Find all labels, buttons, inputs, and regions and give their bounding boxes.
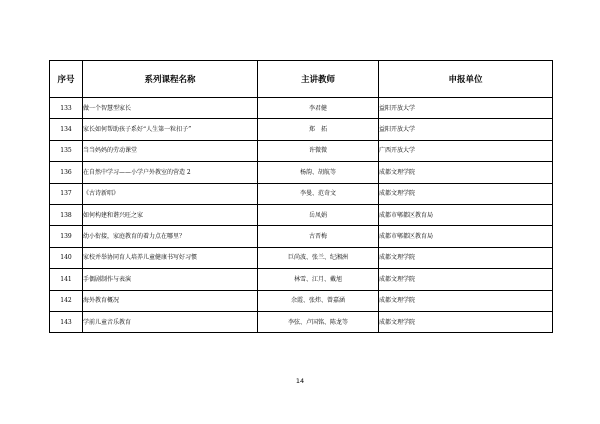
header-serial-number: 序号	[50, 61, 83, 98]
table-row	[50, 204, 553, 225]
row-applicant-unit: 广西开放大学	[379, 140, 553, 161]
table-row	[50, 183, 553, 204]
table-row	[50, 311, 553, 332]
row-course-name: 海外教育概况	[83, 290, 258, 311]
row-applicant-unit: 益阳开放大学	[379, 119, 553, 140]
table-row	[50, 290, 553, 311]
row-teacher: 李弦、卢国铭、陈龙等	[258, 311, 379, 332]
row-course-name: 做一个智慧型家长	[83, 98, 258, 119]
row-applicant-unit: 成都市郫都区教育局	[379, 204, 553, 225]
row-serial-number: 135	[50, 140, 83, 161]
row-course-name: 家长如何帮助孩子系好“人生第一粒扣子”	[83, 119, 258, 140]
header-applicant-unit: 申报单位	[379, 61, 553, 98]
row-teacher: 巨尚波、张兰、纪湘洲	[258, 247, 379, 268]
row-serial-number: 143	[50, 311, 83, 332]
row-serial-number: 141	[50, 269, 83, 290]
table-row	[50, 226, 553, 247]
row-teacher: 古晋梅	[258, 226, 379, 247]
row-applicant-unit: 成都文理学院	[379, 162, 553, 183]
table-row	[50, 162, 553, 183]
row-teacher: 余霞、张炜、曾嘉涵	[258, 290, 379, 311]
table-body	[50, 98, 553, 333]
table-header-row	[50, 61, 553, 98]
row-applicant-unit: 益阳开放大学	[379, 98, 553, 119]
table-row	[50, 140, 553, 161]
row-teacher: 郑 拓	[258, 119, 379, 140]
row-applicant-unit: 成都文理学院	[379, 247, 553, 268]
page-number: 14	[295, 377, 305, 385]
course-table	[49, 60, 553, 333]
header-teacher: 主讲教师	[258, 61, 379, 98]
row-course-name: 学前儿童音乐教育	[83, 311, 258, 332]
row-applicant-unit: 成都文理学院	[379, 311, 553, 332]
table-row	[50, 119, 553, 140]
row-serial-number: 137	[50, 183, 83, 204]
row-course-name: 在自然中学习——小学户外教室的营造 2	[83, 162, 258, 183]
row-serial-number: 140	[50, 247, 83, 268]
row-applicant-unit: 成都文理学院	[379, 290, 553, 311]
row-serial-number: 138	[50, 204, 83, 225]
row-applicant-unit: 成都文理学院	[379, 269, 553, 290]
row-course-name: 《古诗新唱》	[83, 183, 258, 204]
row-course-name: 家校并举协同育人培养儿童健康书写好习惯	[83, 247, 258, 268]
row-serial-number: 136	[50, 162, 83, 183]
row-teacher: 李君健	[258, 98, 379, 119]
table-row	[50, 269, 553, 290]
row-teacher: 许微微	[258, 140, 379, 161]
row-applicant-unit: 成都文理学院	[379, 183, 553, 204]
row-course-name: 幼小衔接，家庭教育的着力点在哪里？	[83, 226, 258, 247]
row-serial-number: 134	[50, 119, 83, 140]
row-serial-number: 142	[50, 290, 83, 311]
table-row	[50, 98, 553, 119]
row-course-name: 当当妈妈的劳动课堂	[83, 140, 258, 161]
row-teacher: 杨韵、胡航等	[258, 162, 379, 183]
row-applicant-unit: 成都市郫都区教育局	[379, 226, 553, 247]
header-course-name: 系列课程名称	[83, 61, 258, 98]
row-course-name: 手偶剧制作与表演	[83, 269, 258, 290]
table-row	[50, 247, 553, 268]
row-teacher: 李曼、范奇文	[258, 183, 379, 204]
row-course-name: 如何构建和谐兴旺之家	[83, 204, 258, 225]
row-teacher: 林雪、江月、戴旭	[258, 269, 379, 290]
row-serial-number: 133	[50, 98, 83, 119]
row-serial-number: 139	[50, 226, 83, 247]
row-teacher: 岳凤娟	[258, 204, 379, 225]
